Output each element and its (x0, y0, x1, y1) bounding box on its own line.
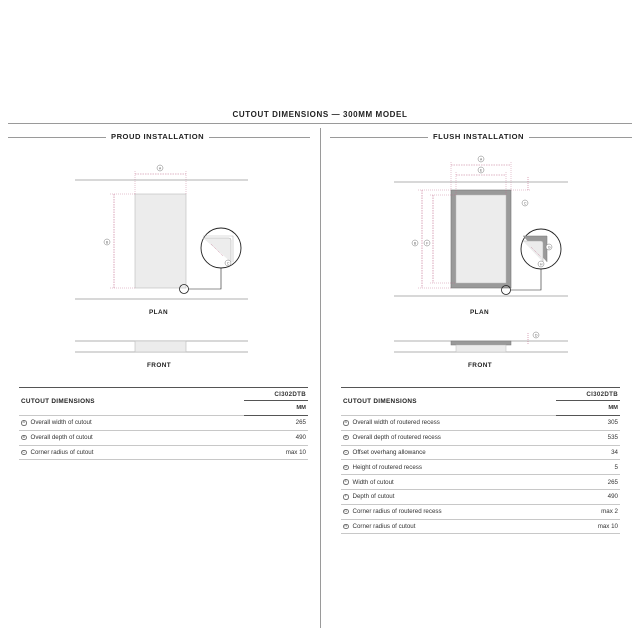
dim-key-marker: B (22, 434, 25, 439)
dim-key-marker: A (344, 420, 347, 425)
row-label: Corner radius of routered recess (352, 508, 442, 516)
row-value: 5 (556, 460, 620, 475)
row-value: max 2 (556, 504, 620, 519)
flush-front-drawing (394, 332, 568, 352)
svg-text:E: E (479, 168, 483, 173)
row-label: Overall width of routered recess (352, 419, 440, 427)
table-row (341, 416, 620, 431)
table-row (341, 430, 620, 445)
flush-cutout-rect (456, 195, 506, 283)
flush-table-model: CI302DTB (556, 388, 620, 401)
dim-key-marker: G (344, 508, 348, 513)
proud-table-unit: MM (244, 401, 308, 416)
svg-text:B: B (105, 240, 109, 245)
svg-text:H: H (539, 262, 543, 267)
proud-heading: PROUD INSTALLATION (106, 132, 209, 141)
table-row (341, 475, 620, 490)
flush-table-unit: MM (556, 401, 620, 416)
page-title: CUTOUT DIMENSIONS — 300MM MODEL (232, 110, 408, 119)
proud-plan-label: PLAN (149, 309, 168, 316)
proud-table-model: CI302DTB (244, 388, 308, 401)
svg-text:B: B (413, 241, 417, 246)
flush-dimensions-table (341, 387, 620, 534)
dim-key-marker: C (344, 449, 347, 454)
table-row (341, 445, 620, 460)
proud-plan-drawing (75, 165, 248, 299)
row-label: Overall depth of routered recess (352, 434, 441, 442)
flush-plan-label: PLAN (470, 309, 489, 316)
svg-text:A: A (158, 166, 162, 171)
row-value: 34 (556, 445, 620, 460)
table-row (19, 430, 308, 445)
row-label: Overall depth of cutout (30, 434, 93, 442)
table-row (341, 519, 620, 534)
row-label: Overall width of cutout (30, 419, 92, 427)
svg-text:D: D (534, 333, 538, 338)
table-row (341, 504, 620, 519)
svg-text:G: G (547, 245, 551, 250)
flush-table-header: CUTOUT DIMENSIONS (341, 388, 556, 416)
proud-front-drawing (75, 341, 248, 352)
svg-text:C: C (226, 261, 230, 266)
row-value: 490 (556, 489, 620, 504)
row-value: max 10 (244, 445, 308, 460)
flush-heading: FLUSH INSTALLATION (428, 132, 529, 141)
table-row (19, 445, 308, 460)
row-value: 490 (244, 430, 308, 445)
row-value: 305 (556, 416, 620, 431)
svg-text:F: F (426, 241, 429, 246)
row-label: Corner radius of cutout (30, 448, 94, 456)
row-label: Height of routered recess (352, 463, 422, 471)
svg-text:C: C (523, 201, 527, 206)
proud-front-label: FRONT (147, 362, 172, 369)
dim-key-marker: H (344, 523, 347, 528)
table-row (341, 460, 620, 475)
row-label: Depth of cutout (352, 493, 395, 501)
row-value: max 10 (556, 519, 620, 534)
row-value: 265 (244, 416, 308, 431)
row-label: Offset overhang allowance (352, 448, 426, 456)
proud-table-header: CUTOUT DIMENSIONS (19, 388, 244, 416)
flush-front-label: FRONT (468, 362, 493, 369)
row-value: 535 (556, 430, 620, 445)
dim-key-marker: D (344, 464, 347, 469)
proud-dimensions-table (19, 387, 308, 460)
row-value: 265 (556, 475, 620, 490)
proud-cutout-rect (135, 194, 186, 288)
svg-text:A: A (479, 157, 483, 162)
dim-key-marker: A (22, 420, 25, 425)
dim-key-marker: B (344, 434, 347, 439)
flush-plan-drawing (394, 156, 568, 296)
table-row (341, 489, 620, 504)
row-label: Corner radius of cutout (352, 522, 416, 530)
row-label: Width of cutout (352, 478, 394, 486)
dim-key-marker: C (22, 449, 25, 454)
dim-key-marker: F (344, 494, 347, 499)
table-row (19, 416, 308, 431)
dim-key-marker: E (344, 479, 347, 484)
